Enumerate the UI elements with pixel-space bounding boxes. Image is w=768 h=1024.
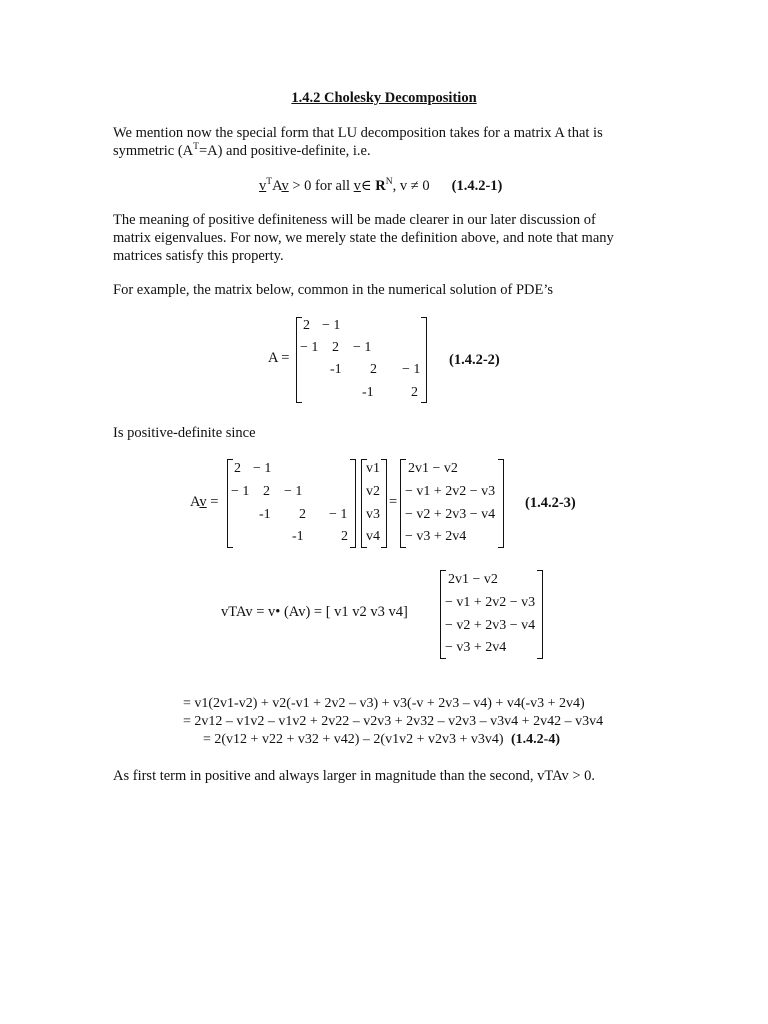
equation-1: $v^TAv > 0$ for all v∈ $R^N$, v ≠ 0 (1.4.2-1)	[259, 177, 503, 194]
result-entry: 2v1 − v2	[408, 461, 458, 476]
result-entry: − v2 + 2v3 − v4	[405, 507, 496, 522]
matrix-cell: − 1	[253, 461, 272, 476]
matrix-a-label: A =	[268, 350, 290, 366]
matrix-cell: − 1	[284, 484, 303, 499]
result-entry: 2v1 − v2	[448, 572, 498, 587]
matrix-cell: − 1	[231, 484, 250, 499]
matrix-cell: − 1	[329, 507, 348, 522]
equals-sign: =	[389, 494, 398, 510]
matrix-cell: 2	[234, 461, 241, 476]
vtav-expression: vTAv = v• (Av) = [ v1 v2 v3 v4]	[221, 604, 408, 620]
conclusion-text: As first term in positive and always larger in magnitude than the second, vTAv > 0.	[113, 768, 596, 784]
vector-entry: v2	[366, 484, 380, 499]
matrix-cell: 2	[299, 507, 306, 522]
intro-line-2: symmetric $(A^T=A)$ and positive-definite, i.e.	[113, 142, 371, 159]
result-entry: − v1 + 2v2 − v3	[405, 484, 496, 499]
matrix-cell: 2	[411, 385, 418, 400]
matrix-cell: 2	[332, 340, 339, 355]
matrix-cell: − 1	[402, 362, 421, 377]
matrix-cell: − 1	[300, 340, 319, 355]
vector-entry: v3	[366, 507, 380, 522]
result-entry: − v3 + 2v4	[405, 529, 467, 544]
intro-line-1: We mention now the special form that LU decomposition takes for a matrix A that is	[113, 125, 603, 141]
matrix-cell: − 1	[353, 340, 372, 355]
result-entry: − v1 + 2v2 − v3	[445, 595, 536, 610]
matrix-a	[300, 317, 422, 403]
vtav-vector	[445, 571, 540, 657]
meaning-line-1: The meaning of positive definiteness will be made clearer in our later discussion of	[113, 212, 596, 228]
av-label: Av =	[190, 494, 219, 510]
expansion-line-2: = 2v12 – v1v2 – v1v2 + 2v22 – v2v3 + 2v32 – v2v3 – v3v4 + 2v42 – v3v4	[183, 714, 604, 729]
vector-entry: v1	[366, 461, 380, 476]
result-entry: − v3 + 2v4	[445, 640, 507, 655]
matrix-cell: -1	[259, 507, 271, 522]
equation-3-tag: (1.4.2-3)	[525, 495, 576, 511]
matrix-cell: 2	[370, 362, 377, 377]
since-text: Is positive-definite since	[113, 425, 256, 441]
example-text: For example, the matrix below, common in the numerical solution of PDE’s	[113, 282, 554, 298]
matrix-cell: -1	[292, 529, 304, 544]
equation-4-tag: (1.4.2-4)	[511, 732, 560, 747]
meaning-line-3: matrices satisfy this property.	[113, 248, 284, 264]
equation-1-tag: (1.4.2-1)	[451, 178, 503, 194]
matrix-cell: − 1	[322, 318, 341, 333]
section-title: 1.4.2 Cholesky Decomposition	[291, 90, 477, 106]
expansion-line-1: = v1(2v1-v2) + v2(-v1 + 2v2 – v3) + v3(-v + 2v3 – v4) + v4(-v3 + 2v4)	[183, 696, 585, 711]
result-vector	[405, 460, 500, 546]
matrix-cell: 2	[303, 318, 310, 333]
vector-entry: v4	[366, 529, 380, 544]
result-entry: − v2 + 2v3 − v4	[445, 618, 536, 633]
matrix-cell: 2	[263, 484, 270, 499]
meaning-line-2: matrix eigenvalues. For now, we merely state the definition above, and note that many	[113, 230, 614, 246]
matrix-b	[231, 460, 353, 546]
matrix-cell: -1	[330, 362, 342, 377]
vector-v	[366, 460, 386, 546]
equation-2-tag: (1.4.2-2)	[449, 352, 500, 368]
expansion-line-3: = 2(v12 + v22 + v32 + v42) – 2(v1v2 + v2v3 + v3v4)	[203, 732, 504, 747]
matrix-cell: -1	[362, 385, 374, 400]
matrix-cell: 2	[341, 529, 348, 544]
